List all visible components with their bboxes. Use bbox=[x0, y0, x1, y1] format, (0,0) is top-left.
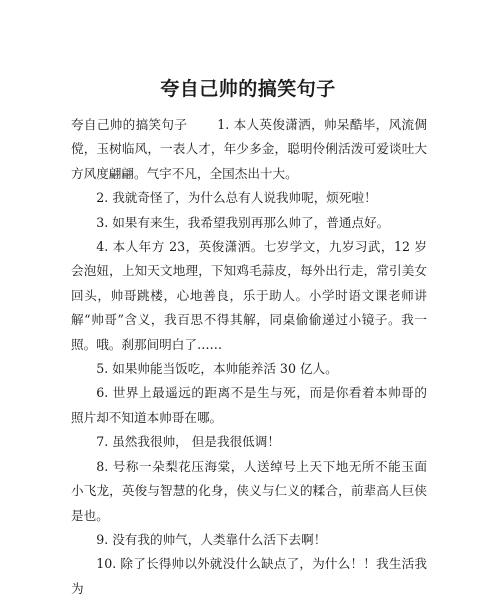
paragraph-8: 8. 号称一朵梨花压海棠，人送绰号上天下地无所不能玉面小飞龙，英俊与智慧的化身，侠义与仁义的糅合，前辈高人巨侠是也。 bbox=[71, 458, 427, 523]
paragraph-9: 9. 没有我的帅气，人类靠什么活下去啊！ bbox=[96, 531, 327, 547]
paragraph-2: 2. 我就奇怪了，为什么总有人说我帅呢，烦死啦！ bbox=[96, 190, 377, 206]
document-title: 夸自己帅的搞笑句子 bbox=[160, 78, 336, 100]
paragraph-3: 3. 如果有来生，我希望我别再那么帅了，普通点好。 bbox=[96, 214, 390, 230]
paragraph-6: 6. 世界上最遥远的距离不是生与死，而是你看着本帅哥的照片却不知道本帅哥在哪。 bbox=[71, 385, 427, 425]
paragraph-5: 5. 如果帅能当饭吃，本帅能养活 30 亿人。 bbox=[96, 361, 338, 377]
document-body bbox=[71, 113, 427, 601]
paragraph-4: 4. 本人年方 23，英俊潇洒。七岁学文，九岁习武，12 岁会泡妞，上知天文地理，下知鸡毛蒜皮，每外出行走，常引美女回头，帅哥跳楼，心地善良，乐于助人。小学时语文课老师讲解“帅哥”含义，我百思不得其解，同桌偷偷递过小镜子。我一照。哦。刹那间明白了…… bbox=[71, 239, 427, 352]
paragraph-10: 10. 除了长得帅以外就没什么缺点了，为什么！！我生活我为 bbox=[71, 556, 427, 596]
paragraph-7: 7. 虽然我很帅， 但是我很低调！ bbox=[96, 434, 280, 450]
paragraph-1-text: 1. 本人英俊潇洒，帅呆酷毕，风流倜傥，玉树临风，一表人才，年少多金，聪明伶俐活泼可爱谈吐大方风度翩翩。气宇不凡，全国杰出十大。 bbox=[71, 117, 427, 181]
paragraph-1 bbox=[71, 113, 427, 186]
lead-heading: 夸自己帅的搞笑句子 bbox=[71, 117, 188, 132]
